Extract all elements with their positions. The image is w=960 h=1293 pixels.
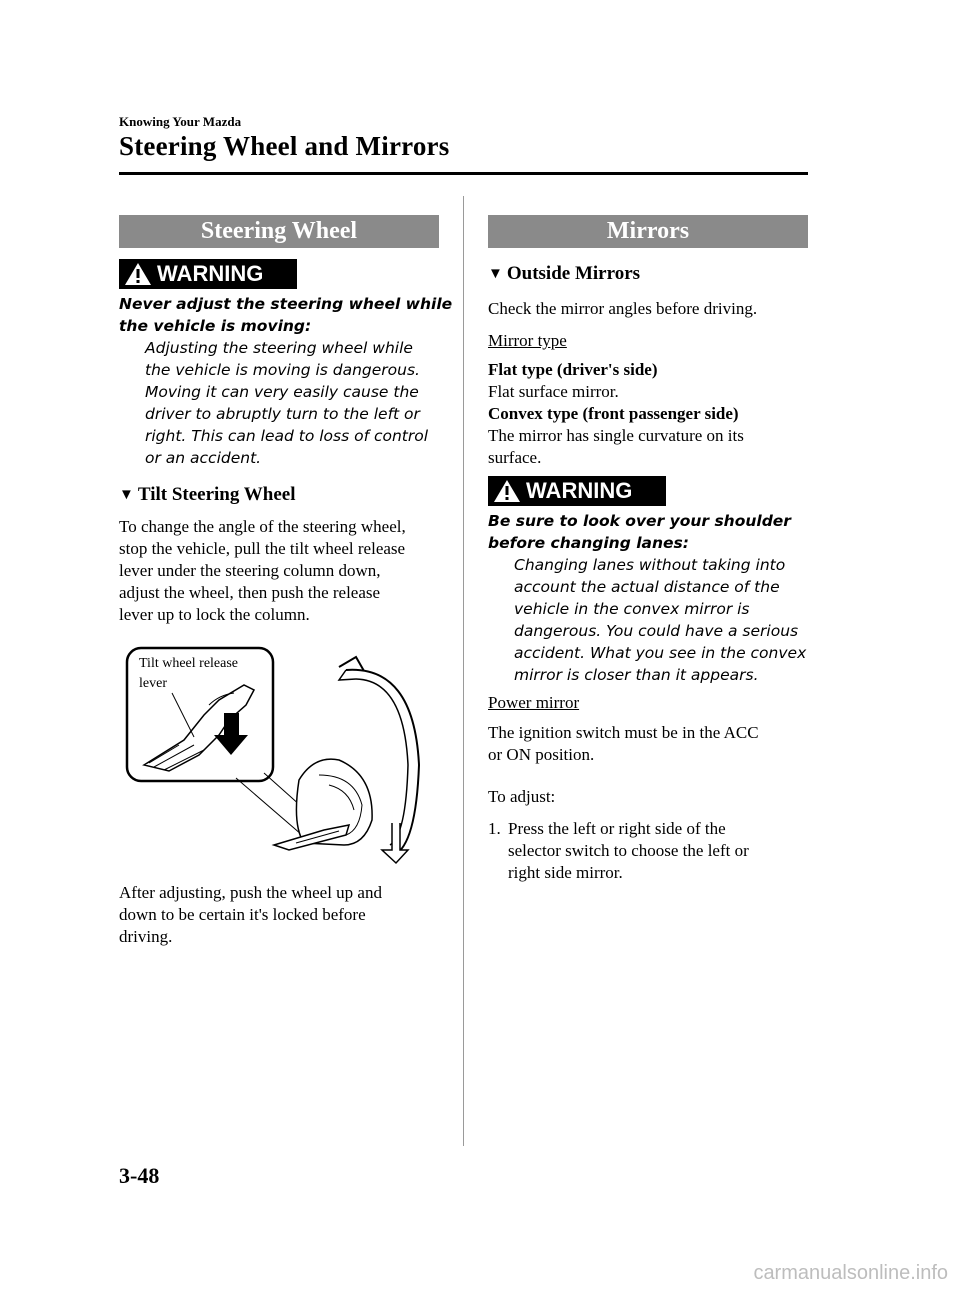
warning-badge-mirrors (488, 476, 666, 506)
subhead-tilt-steering (119, 484, 295, 506)
step-number: 1. (488, 819, 501, 838)
paragraph-line: down to be certain it's locked before (119, 905, 366, 924)
step-line: Press the left or right side of the (508, 819, 726, 838)
warning-body-line: right. This can lead to loss of control (145, 427, 429, 445)
warning-lead-line: Never adjust the steering wheel while (119, 295, 453, 313)
warning-lead-steering (119, 293, 452, 337)
paragraph-line: stop the vehicle, pull the tilt wheel release (119, 539, 406, 558)
triangle-down-icon: ▼ (488, 265, 503, 282)
paragraph-line: lever under the steering column down, (119, 561, 381, 580)
power-mirror-text (488, 722, 759, 766)
step-1 (488, 818, 749, 884)
warning-body-steering (145, 337, 428, 469)
warning-body-line: Changing lanes without taking into (514, 556, 786, 574)
paragraph-line: or ON position. (488, 745, 595, 764)
mirror-type-label: Mirror type (488, 331, 567, 350)
warning-label: WARNING (157, 261, 264, 286)
convex-type-text: surface. (488, 448, 542, 467)
warning-body-line: Moving it can very easily cause the (145, 383, 419, 401)
mirror-type-list (488, 359, 744, 469)
callout-line: lever (139, 676, 167, 691)
triangle-down-icon: ▼ (119, 486, 134, 503)
page-title: Steering Wheel and Mirrors (119, 131, 450, 161)
footer-watermark: carmanualsonline.info (753, 1262, 948, 1284)
paragraph-line: The ignition switch must be in the ACC (488, 723, 759, 742)
to-adjust-label: To adjust: (488, 787, 556, 806)
warning-body-mirrors (514, 554, 806, 686)
warning-triangle-icon (123, 261, 153, 287)
paragraph-line: adjust the wheel, then push the release (119, 583, 381, 602)
warning-lead-line: the vehicle is moving: (119, 317, 312, 335)
mirror-intro: Check the mirror angles before driving. (488, 299, 758, 318)
warning-lead-mirrors (488, 510, 791, 554)
paragraph-line: To change the angle of the steering wheel, (119, 517, 406, 536)
warning-body-line: or an accident. (145, 449, 262, 467)
warning-body-line: dangerous. You could have a serious (514, 622, 799, 640)
subhead-text: Tilt Steering Wheel (137, 484, 296, 505)
convex-type-text: The mirror has single curvature on its (488, 426, 744, 445)
warning-lead-line: Be sure to look over your shoulder (488, 512, 791, 530)
warning-body-line: vehicle in the convex mirror is (514, 600, 750, 618)
subhead-outside-mirrors (488, 263, 640, 285)
column-divider (463, 196, 464, 1146)
convex-type-label: Convex type (front passenger side) (488, 404, 739, 423)
warning-body-line: the vehicle is moving is dangerous. (145, 361, 420, 379)
tilt-paragraph (119, 516, 406, 626)
power-mirror-label: Power mirror (488, 693, 580, 712)
warning-body-line: mirror is closer than it appears. (514, 666, 759, 684)
warning-triangle-icon (492, 478, 522, 504)
paragraph-line: driving. (119, 927, 173, 946)
section-bar-steering-wheel: Steering Wheel (119, 215, 439, 248)
warning-body-line: accident. What you see in the convex (514, 644, 807, 662)
header-rule (119, 172, 808, 175)
warning-lead-line: before changing lanes: (488, 534, 689, 552)
warning-body-line: account the actual distance of the (514, 578, 780, 596)
section-bar-mirrors: Mirrors (488, 215, 808, 248)
figure-callout-label (139, 654, 238, 694)
warning-badge-steering (119, 259, 297, 289)
header-section-label: Knowing Your Mazda (119, 114, 242, 129)
after-adjust-paragraph (119, 882, 382, 948)
flat-type-label: Flat type (driver's side) (488, 360, 658, 379)
step-line: selector switch to choose the left or (508, 841, 749, 860)
warning-body-line: Adjusting the steering wheel while (145, 339, 413, 357)
warning-body-line: driver to abruptly turn to the left or (145, 405, 420, 423)
subhead-text: Outside Mirrors (506, 263, 641, 284)
step-text (508, 818, 749, 884)
warning-label: WARNING (526, 478, 633, 503)
paragraph-line: lever up to lock the column. (119, 605, 310, 624)
flat-type-text: Flat surface mirror. (488, 382, 619, 401)
callout-line: Tilt wheel release (139, 656, 239, 671)
step-line: right side mirror. (508, 863, 623, 882)
page-number: 3-48 (119, 1163, 160, 1188)
paragraph-line: After adjusting, push the wheel up and (119, 883, 382, 902)
